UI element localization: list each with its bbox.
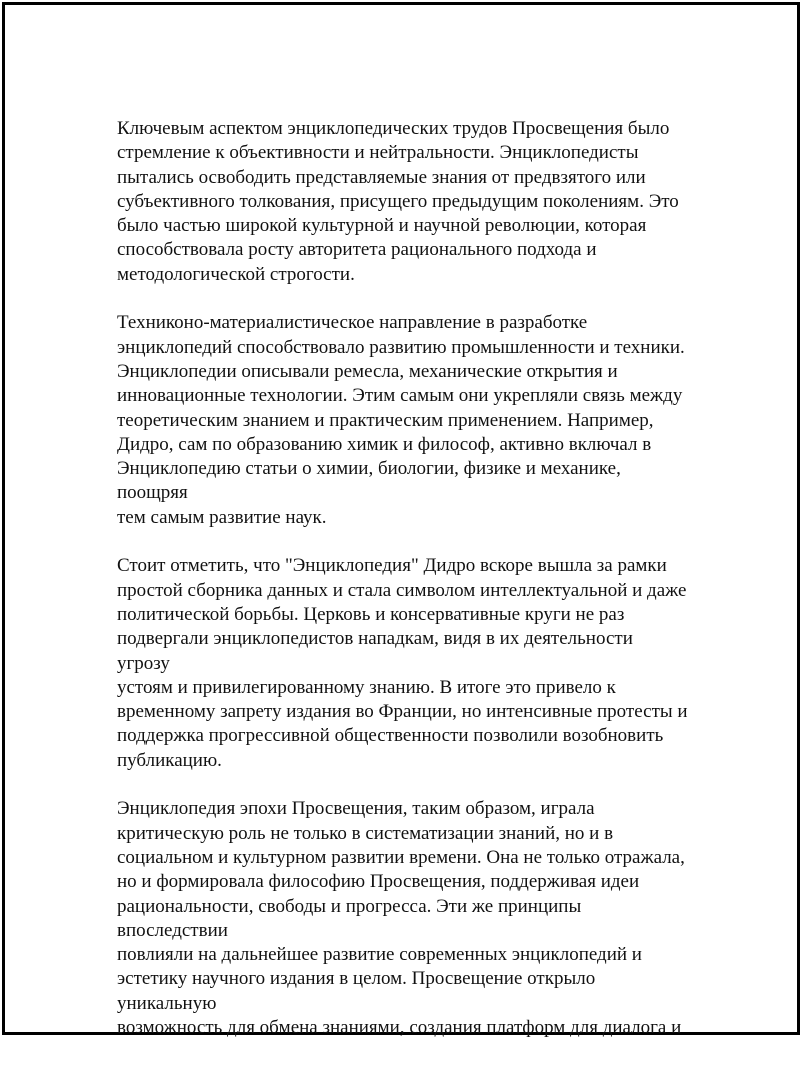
paragraph-3: Стоит отметить, что "Энциклопедия" Дидро вскоре вышла за рамки простой сборника данных и стала символом интеллектуальной и даже политической борьбы. Церковь и консервативные круги не раз подвергали энциклопедистов нападкам, видя в их деятельности угрозу устоям и привилегированному знанию. В итоге это привело к временному запрету издания во Франции, но интенсивные протесты и поддержка прогрессивной общественности позволили возобновить публикацию. [117,555,688,771]
document-body [117,117,689,1065]
paragraph-2: Техниконо-материалистическое направление в разработке энциклопедий способствовало развитию промышленности и техники. Энциклопедии описывали ремесла, механические открытия и инновационные технологии. Этим самым они укрепляли связь между теоретическим знанием и практическим применением. Например, Дидро, сам по образованию химик и философ, активно включал в Энциклопедию статьи о химии, биологии, физике и механике, поощряя тем самым развитие наук. [117,312,685,528]
paragraph-1: Ключевым аспектом энциклопедических трудов Просвещения было стремление к объективности и нейтральности. Энциклопедисты пытались освободить представляемые знания от предвзятого или субъективного толкования, присущего предыдущим поколениям. Это было частью широкой культурной и научной революции, которая способствовала росту авторитета рационального подхода и методологической строгости. [117,118,679,285]
paragraph-4: Энциклопедия эпохи Просвещения, таким образом, играла критическую роль не только в систематизации знаний, но и в социальном и культурном развитии времени. Она не только отражала, но и формировала философию Просвещения, поддерживая идеи рациональности, свободы и прогресса. Эти же принципы впоследствии повлияли на дальнейшее развитие современных энциклопедий и эстетику научного издания в целом. Просвещение открыло уникальную возможность для обмена знаниями, создания платформ для диалога и [117,798,685,1038]
